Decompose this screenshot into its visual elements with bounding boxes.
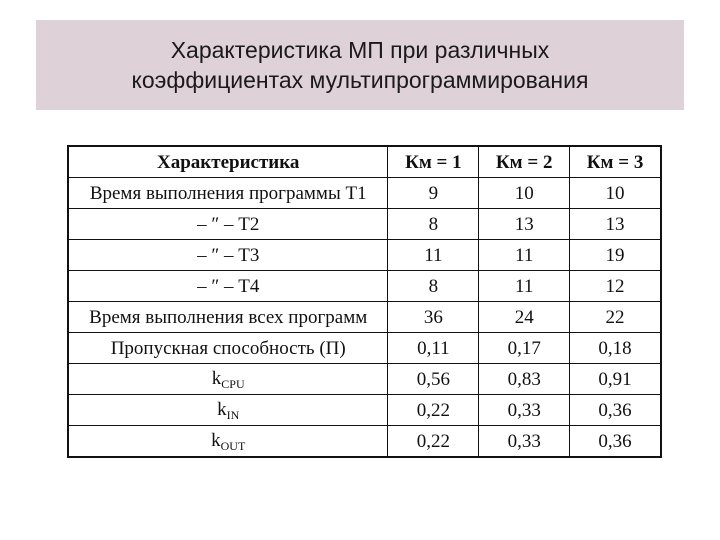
row-label: Время выполнения программы Т1 [68, 178, 388, 209]
header-km2: Км = 2 [479, 146, 570, 178]
cell-km2: 11 [479, 240, 570, 271]
row-label: – ″ – Т3 [68, 240, 388, 271]
cell-km3: 19 [570, 240, 661, 271]
cell-km2: 24 [479, 302, 570, 333]
table-row [68, 395, 661, 426]
cell-km3: 13 [570, 209, 661, 240]
row-label-kin [68, 395, 388, 426]
cell-km2: 13 [479, 209, 570, 240]
cell-km3: 22 [570, 302, 661, 333]
table-row [68, 364, 661, 395]
table-header-row [68, 146, 661, 178]
cell-km1: 0,22 [388, 426, 479, 458]
table-row [68, 302, 661, 333]
slide-title-line-2: коэффициентах мультипрограммирования [131, 67, 589, 93]
row-label: – ″ – Т2 [68, 209, 388, 240]
table-row [68, 271, 661, 302]
row-label-subscript: IN [226, 407, 240, 422]
header-characteristic: Характеристика [68, 146, 388, 178]
cell-km1: 0,22 [388, 395, 479, 426]
row-label-subscript: OUT [220, 438, 246, 453]
cell-km3: 0,36 [570, 395, 661, 426]
table-row [68, 240, 661, 271]
cell-km2: 0,17 [479, 333, 570, 364]
cell-km1: 36 [388, 302, 479, 333]
cell-km2: 0,33 [479, 395, 570, 426]
row-label: – ″ – Т4 [68, 271, 388, 302]
table-row [68, 209, 661, 240]
cell-km2: 0,83 [479, 364, 570, 395]
cell-km3: 12 [570, 271, 661, 302]
row-label-kout [68, 426, 388, 458]
cell-km1: 11 [388, 240, 479, 271]
row-label: Время выполнения всех программ [68, 302, 388, 333]
table-row [68, 178, 661, 209]
characteristics-table-wrapper [67, 145, 662, 453]
row-label-main: k [217, 398, 227, 420]
cell-km2: 11 [479, 271, 570, 302]
cell-km3: 0,91 [570, 364, 661, 395]
cell-km1: 0,11 [388, 333, 479, 364]
row-label: Пропускная способность (П) [68, 333, 388, 364]
cell-km3: 0,18 [570, 333, 661, 364]
row-label-kcpu [68, 364, 388, 395]
slide-title-band [36, 20, 684, 110]
cell-km1: 0,56 [388, 364, 479, 395]
cell-km1: 8 [388, 209, 479, 240]
row-label-subscript: CPU [221, 376, 245, 391]
slide-title-line-1: Характеристика МП при различных [170, 37, 550, 63]
cell-km3: 0,36 [570, 426, 661, 458]
table-row [68, 333, 661, 364]
cell-km1: 8 [388, 271, 479, 302]
cell-km2: 0,33 [479, 426, 570, 458]
slide-title [132, 35, 589, 95]
row-label-main: k [211, 367, 222, 389]
cell-km1: 9 [388, 178, 479, 209]
cell-km2: 10 [479, 178, 570, 209]
cell-km3: 10 [570, 178, 661, 209]
table-row [68, 426, 661, 458]
header-km1: Км = 1 [388, 146, 479, 178]
header-km3: Км = 3 [570, 146, 661, 178]
row-label-main: k [211, 429, 221, 451]
characteristics-table [67, 145, 662, 458]
